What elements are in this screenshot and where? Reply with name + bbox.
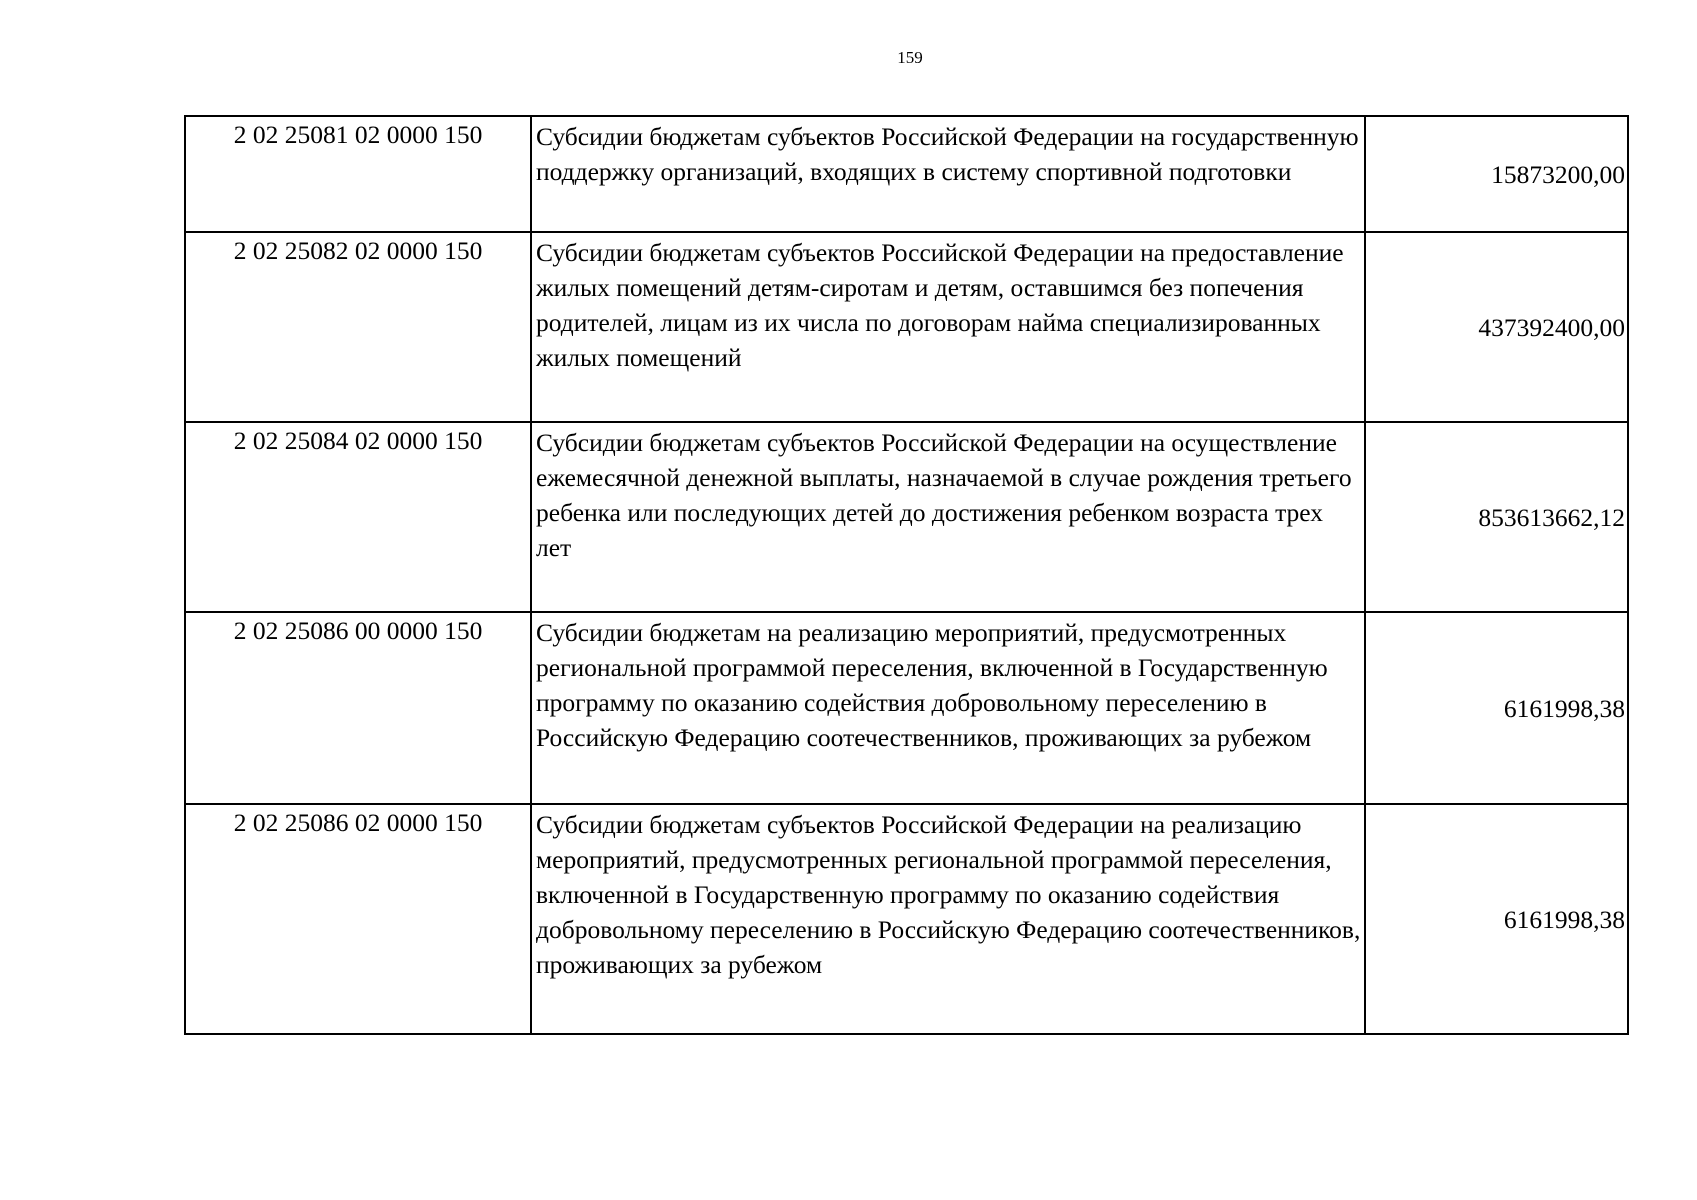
budget-code-cell: 2 02 25086 02 0000 150 [185,804,531,1034]
budget-code-cell: 2 02 25082 02 0000 150 [185,232,531,422]
amount-cell: 6161998,38 [1365,612,1628,804]
description-cell: Субсидии бюджетам на реализацию мероприятий, предусмотренных региональной программой переселения, включенной в Государственную программу по оказанию содействия добровольному переселению в Российскую Федерацию соотечественников, проживающих за рубежом [531,612,1365,804]
table-row [185,612,1628,804]
table-row [185,116,1628,232]
page-number: 159 [897,48,923,67]
budget-table [184,115,1629,1035]
budget-code-cell: 2 02 25081 02 0000 150 [185,116,531,232]
amount-cell: 6161998,38 [1365,804,1628,1034]
description-cell: Субсидии бюджетам субъектов Российской Федерации на осуществление ежемесячной денежной выплаты, назначаемой в случае рождения третьего ребенка или последующих детей до достижения ребенком возраста трех лет [531,422,1365,612]
description-cell: Субсидии бюджетам субъектов Российской Федерации на государственную поддержку организаций, входящих в систему спортивной подготовки [531,116,1365,232]
table-row [185,232,1628,422]
table-row [185,422,1628,612]
amount-cell: 853613662,12 [1365,422,1628,612]
amount-cell: 437392400,00 [1365,232,1628,422]
description-cell: Субсидии бюджетам субъектов Российской Федерации на предоставление жилых помещений детям-сиротам и детям, оставшимся без попечения родителей, лицам из их числа по договорам найма специализированных жилых помещений [531,232,1365,422]
amount-cell: 15873200,00 [1365,116,1628,232]
budget-code-cell: 2 02 25084 02 0000 150 [185,422,531,612]
budget-code-cell: 2 02 25086 00 0000 150 [185,612,531,804]
description-cell: Субсидии бюджетам субъектов Российской Федерации на реализацию мероприятий, предусмотренных региональной программой переселения, включенной в Государственную программу по оказанию содействия добровольному переселению в Российскую Федерацию соотечественников, проживающих за рубежом [531,804,1365,1034]
table-row [185,804,1628,1034]
